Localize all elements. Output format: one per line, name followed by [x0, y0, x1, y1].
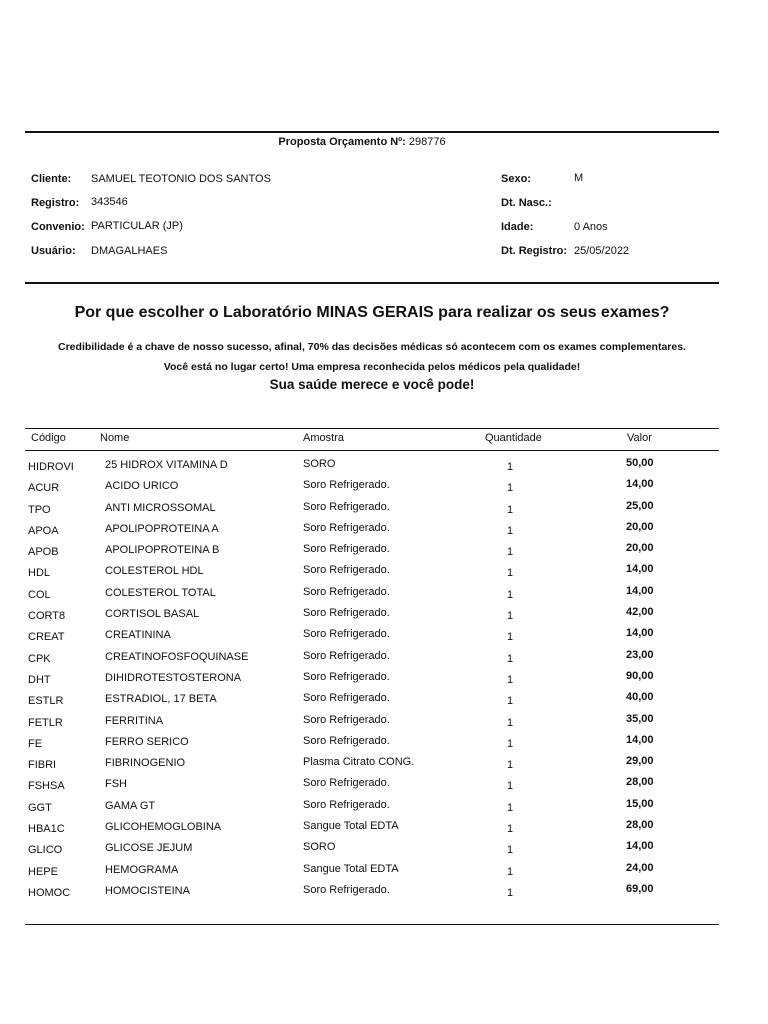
cell-nome: GAMA GT: [105, 799, 156, 812]
cell-quantidade: 1: [507, 503, 514, 516]
cell-quantidade: 1: [507, 524, 514, 537]
proposal-number: 298776: [408, 136, 446, 148]
cell-codigo: CORT8: [28, 610, 66, 623]
cell-quantidade: 1: [507, 823, 514, 836]
cell-nome: ANTI MICROSSOMAL: [105, 501, 216, 514]
cell-valor: 14,00: [626, 584, 654, 597]
cell-valor: 14,00: [626, 478, 654, 491]
proposal-heading: [0, 136, 724, 148]
cell-codigo: APOA: [28, 524, 59, 537]
cell-quantidade: 1: [507, 567, 514, 580]
table-row: [0, 798, 768, 819]
cell-nome: FERRITINA: [105, 714, 164, 727]
cell-amostra: Soro Refrigerado.: [303, 607, 390, 620]
table-row: [0, 457, 768, 478]
cell-valor: 14,00: [626, 563, 654, 576]
table-row: [0, 478, 768, 499]
cell-quantidade: 1: [507, 546, 514, 559]
cell-amostra: Soro Refrigerado.: [303, 521, 390, 534]
table-row: [0, 627, 768, 648]
sexo-label: Sexo:: [501, 173, 531, 185]
cell-amostra: Plasma Citrato CONG.: [303, 756, 415, 769]
cell-nome: DIHIDROTESTOSTERONA: [105, 671, 242, 684]
cell-nome: CORTISOL BASAL: [105, 608, 200, 621]
cell-nome: 25 HIDROX VITAMINA D: [105, 459, 228, 471]
cell-codigo: DHT: [28, 673, 51, 686]
nasc-label: Dt. Nasc.:: [501, 197, 552, 209]
cell-codigo: FIBRI: [28, 759, 57, 772]
promo-line-1: Credibilidade é a chave de nosso sucesso, afinal, 70% das decisões médicas só acontecem com os exames complementares.: [58, 341, 686, 353]
cell-codigo: CREAT: [28, 631, 65, 644]
cell-nome: CREATINOFOSFOQUINASE: [105, 650, 249, 663]
cell-nome: APOLIPOPROTEINA A: [105, 522, 219, 535]
cell-codigo: CPK: [28, 652, 51, 665]
cell-quantidade: 1: [507, 886, 514, 899]
cell-codigo: GLICO: [28, 844, 63, 857]
cell-nome: HOMOCISTEINA: [105, 884, 190, 897]
promo-line-2: Você está no lugar certo! Uma empresa reconhecida pelos médicos pela qualidade!: [163, 361, 581, 373]
cell-valor: 28,00: [626, 776, 654, 789]
cell-valor: 90,00: [626, 669, 654, 682]
cell-nome: ACIDO URICO: [105, 480, 179, 493]
cell-valor: 15,00: [626, 797, 654, 810]
cell-amostra: Soro Refrigerado.: [303, 543, 390, 556]
col-header-valor: Valor: [627, 432, 652, 444]
cell-nome: FERRO SERICO: [105, 735, 189, 748]
registro-value: 343546: [91, 196, 128, 208]
cell-quantidade: 1: [507, 461, 514, 473]
table-top-rule: [25, 428, 719, 429]
cell-codigo: TPO: [28, 503, 51, 516]
cell-amostra: Soro Refrigerado.: [303, 585, 390, 598]
sexo-value: M: [574, 172, 584, 184]
cell-valor: 50,00: [626, 457, 654, 469]
table-row: [0, 840, 768, 861]
cell-valor: 35,00: [626, 712, 654, 725]
cell-codigo: HEPE: [28, 865, 58, 878]
cell-quantidade: 1: [507, 673, 514, 686]
cell-quantidade: 1: [507, 588, 514, 601]
table-bottom-rule: [25, 924, 719, 925]
registro-label: Registro:: [31, 197, 80, 209]
cell-nome: COLESTEROL HDL: [105, 565, 204, 578]
proposal-label: Proposta Orçamento Nº:: [278, 136, 406, 148]
cell-valor: 23,00: [626, 648, 654, 661]
table-row: [0, 500, 768, 521]
table-row: [0, 670, 768, 691]
cell-valor: 14,00: [626, 627, 654, 640]
cell-amostra: Soro Refrigerado.: [303, 692, 390, 705]
cell-valor: 14,00: [626, 840, 654, 853]
cell-quantidade: 1: [507, 844, 514, 857]
cell-valor: 29,00: [626, 755, 654, 768]
cell-nome: APOLIPOPROTEINA B: [105, 544, 220, 557]
cell-valor: 14,00: [626, 733, 654, 746]
cell-codigo: HDL: [28, 567, 51, 580]
cell-amostra: Soro Refrigerado.: [303, 628, 390, 641]
cell-codigo: FSHSA: [28, 780, 65, 793]
col-header-amostra: Amostra: [303, 432, 344, 444]
cell-amostra: Soro Refrigerado.: [303, 479, 390, 492]
col-header-codigo: Código: [31, 432, 66, 444]
cell-quantidade: 1: [507, 780, 514, 793]
cell-nome: FSH: [105, 778, 127, 791]
top-divider: [25, 131, 719, 133]
table-row: [0, 755, 768, 776]
cell-amostra: Soro Refrigerado.: [303, 500, 390, 513]
cell-valor: 20,00: [626, 542, 654, 555]
table-row: [0, 691, 768, 712]
table-row: [0, 734, 768, 755]
cell-valor: 69,00: [626, 882, 654, 895]
cell-codigo: HIDROVI: [28, 461, 74, 473]
usuario-label: Usuário:: [31, 245, 76, 257]
cell-nome: HEMOGRAMA: [105, 863, 179, 876]
cell-amostra: SORO: [303, 841, 336, 854]
cell-quantidade: 1: [507, 631, 514, 644]
cell-codigo: APOB: [28, 546, 59, 559]
cell-valor: 40,00: [626, 691, 654, 704]
table-row: [0, 819, 768, 840]
cell-amostra: Soro Refrigerado.: [303, 798, 390, 811]
table-row: [0, 862, 768, 883]
dtreg-value: 25/05/2022: [574, 245, 630, 257]
table-row: [0, 542, 768, 563]
client-label: Cliente:: [31, 173, 72, 185]
cell-nome: GLICOHEMOGLOBINA: [105, 821, 222, 834]
table-row: [0, 606, 768, 627]
cell-codigo: HBA1C: [28, 823, 65, 836]
cell-codigo: ESTLR: [28, 695, 64, 708]
cell-amostra: Soro Refrigerado.: [303, 713, 390, 726]
cell-codigo: COL: [28, 588, 51, 601]
cell-quantidade: 1: [507, 610, 514, 623]
cell-quantidade: 1: [507, 759, 514, 772]
table-row: [0, 713, 768, 734]
cell-amostra: Soro Refrigerado.: [303, 734, 390, 747]
cell-quantidade: 1: [507, 716, 514, 729]
cell-codigo: FETLR: [28, 716, 63, 729]
dtreg-label: Dt. Registro:: [501, 245, 567, 257]
cell-codigo: FE: [28, 737, 43, 750]
cell-valor: 20,00: [626, 520, 654, 533]
table-row: [0, 776, 768, 797]
cell-amostra: Sangue Total EDTA: [303, 862, 399, 875]
cell-codigo: HOMOC: [28, 886, 71, 899]
convenio-label: Convenio:: [31, 221, 85, 233]
cell-codigo: GGT: [28, 801, 52, 814]
cell-amostra: Sangue Total EDTA: [303, 820, 399, 833]
cell-amostra: Soro Refrigerado.: [303, 649, 390, 662]
table-row: [0, 585, 768, 606]
cell-valor: 24,00: [626, 861, 654, 874]
cell-nome: CREATININA: [105, 629, 171, 642]
promo-headline: Por que escolher o Laboratório MINAS GERAIS para realizar os seus exames?: [74, 304, 670, 321]
cell-quantidade: 1: [507, 652, 514, 665]
cell-valor: 25,00: [626, 499, 654, 512]
col-header-nome: Nome: [100, 432, 130, 444]
cell-quantidade: 1: [507, 695, 514, 708]
table-row: [0, 563, 768, 584]
cell-quantidade: 1: [507, 801, 514, 814]
cell-valor: 42,00: [626, 606, 654, 619]
table-row: [0, 649, 768, 670]
table-header-rule: [25, 450, 719, 451]
cell-amostra: SORO: [303, 458, 336, 470]
cell-nome: ESTRADIOL, 17 BETA: [105, 693, 217, 706]
cell-quantidade: 1: [507, 737, 514, 750]
table-row: [0, 883, 768, 904]
convenio-value: PARTICULAR (JP): [91, 220, 183, 232]
col-header-quantidade: Quantidade: [485, 432, 542, 444]
cell-quantidade: 1: [507, 482, 514, 495]
idade-label: Idade:: [501, 221, 534, 233]
promo-line-3: Sua saúde merece e você pode!: [269, 377, 475, 392]
cell-amostra: Soro Refrigerado.: [303, 564, 390, 577]
cell-amostra: Soro Refrigerado.: [303, 883, 390, 896]
table-row: [0, 521, 768, 542]
cell-amostra: Soro Refrigerado.: [303, 670, 390, 683]
cell-nome: FIBRINOGENIO: [105, 757, 186, 770]
idade-value: 0 Anos: [574, 221, 608, 233]
client-name: SAMUEL TEOTONIO DOS SANTOS: [91, 173, 271, 185]
info-divider: [25, 282, 719, 284]
cell-nome: GLICOSE JEJUM: [105, 842, 193, 855]
cell-quantidade: 1: [507, 865, 514, 878]
cell-valor: 28,00: [626, 819, 654, 832]
exam-table-body: [0, 457, 768, 904]
usuario-value: DMAGALHAES: [91, 245, 168, 257]
cell-codigo: ACUR: [28, 482, 60, 495]
cell-amostra: Soro Refrigerado.: [303, 777, 390, 790]
cell-nome: COLESTEROL TOTAL: [105, 586, 216, 599]
